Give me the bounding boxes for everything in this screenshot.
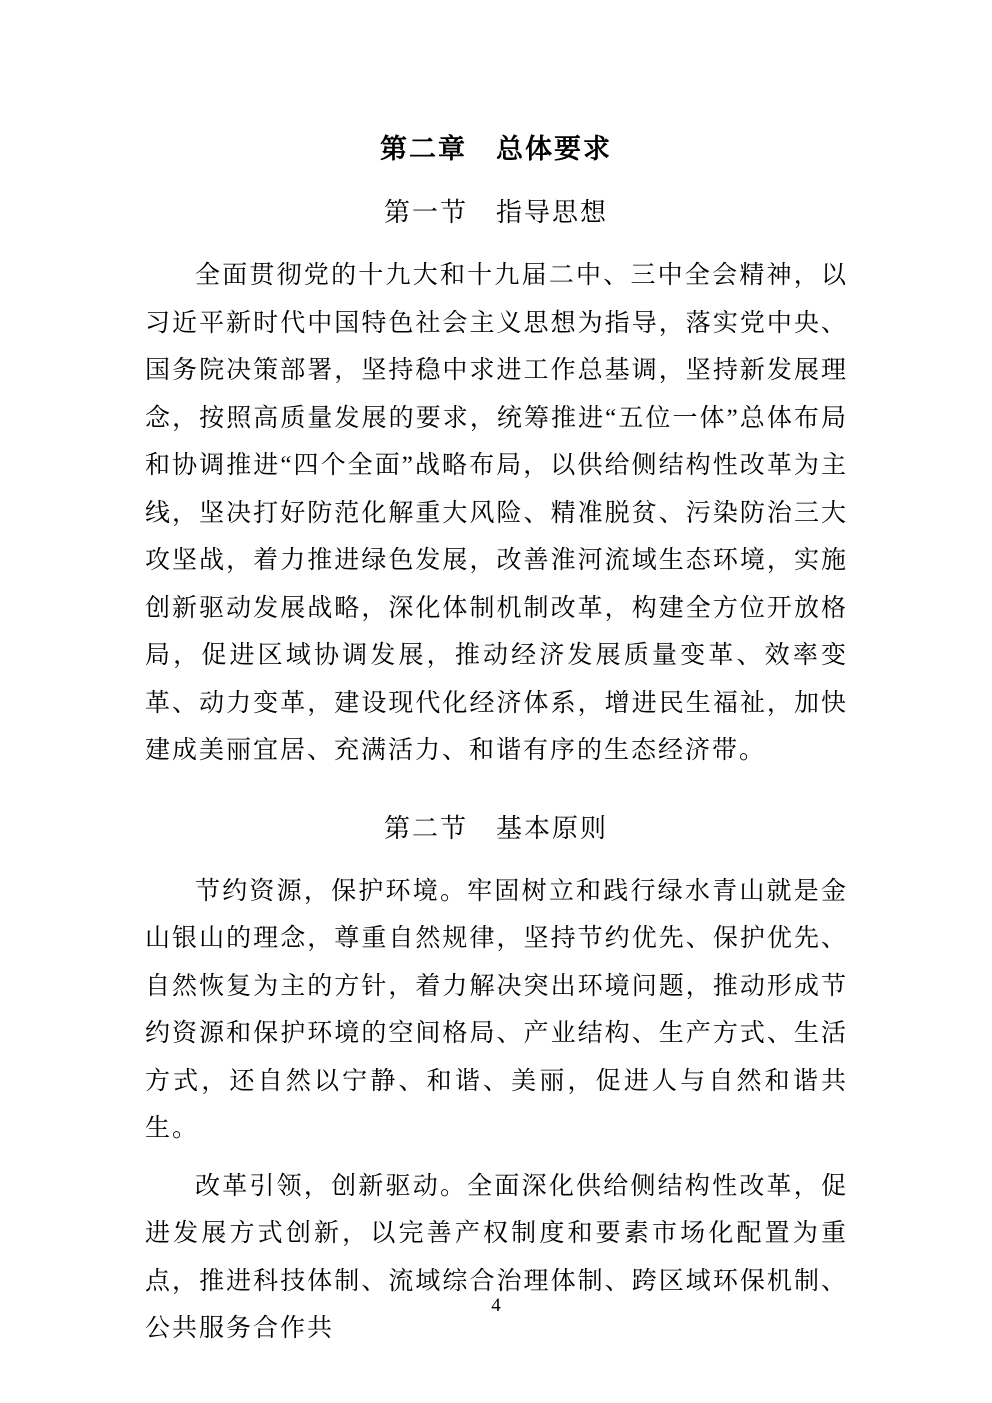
section-2-paragraph-1: 节约资源，保护环境。牢固树立和践行绿水青山就是金山银山的理念，尊重自然规律，坚持节约优先、保护优先、自然恢复为主的方针，着力解决突出环境问题，推动形成节约资源和保护环境的空间格局、产业结构、生产方式、生活方式，还自然以宁静、和谐、美丽，促进人与自然和谐共生。 xyxy=(145,877,848,1142)
section-2-paragraph-2: 改革引领，创新驱动。全面深化供给侧结构性改革，促进发展方式创新，以完善产权制度和要素市场化配置为重点，推进科技体制、流域综合治理体制、跨区域环保机制、公共服务合作共 xyxy=(145,1172,848,1342)
section-1-paragraph-1: 全面贯彻党的十九大和十九届二中、三中全会精神，以习近平新时代中国特色社会主义思想为指导，落实党中央、国务院决策部署，坚持稳中求进工作总基调，坚持新发展理念，按照高质量发展的要求，统筹推进“五位一体”总体布局和协调推进“四个全面”战略布局，以供给侧结构性改革为主线，坚决打好防范化解重大风险、精准脱贫、污染防治三大攻坚战，着力推进绿色发展，改善淮河流域生态环境，实施创新驱动发展战略，深化体制机制改革，构建全方位开放格局，促进区域协调发展，推动经济发展质量变革、效率变革、动力变革，建设现代化经济体系，增进民生福祉，加快建成美丽宜居、充满活力、和谐有序的生态经济带。 xyxy=(145,262,848,764)
section-2-title: 第二节 基本原则 xyxy=(383,813,608,843)
chapter-title: 第二章 总体要求 xyxy=(380,134,612,164)
section-1-title: 第一节 指导思想 xyxy=(383,198,608,227)
page-number: 4 xyxy=(491,1295,501,1316)
